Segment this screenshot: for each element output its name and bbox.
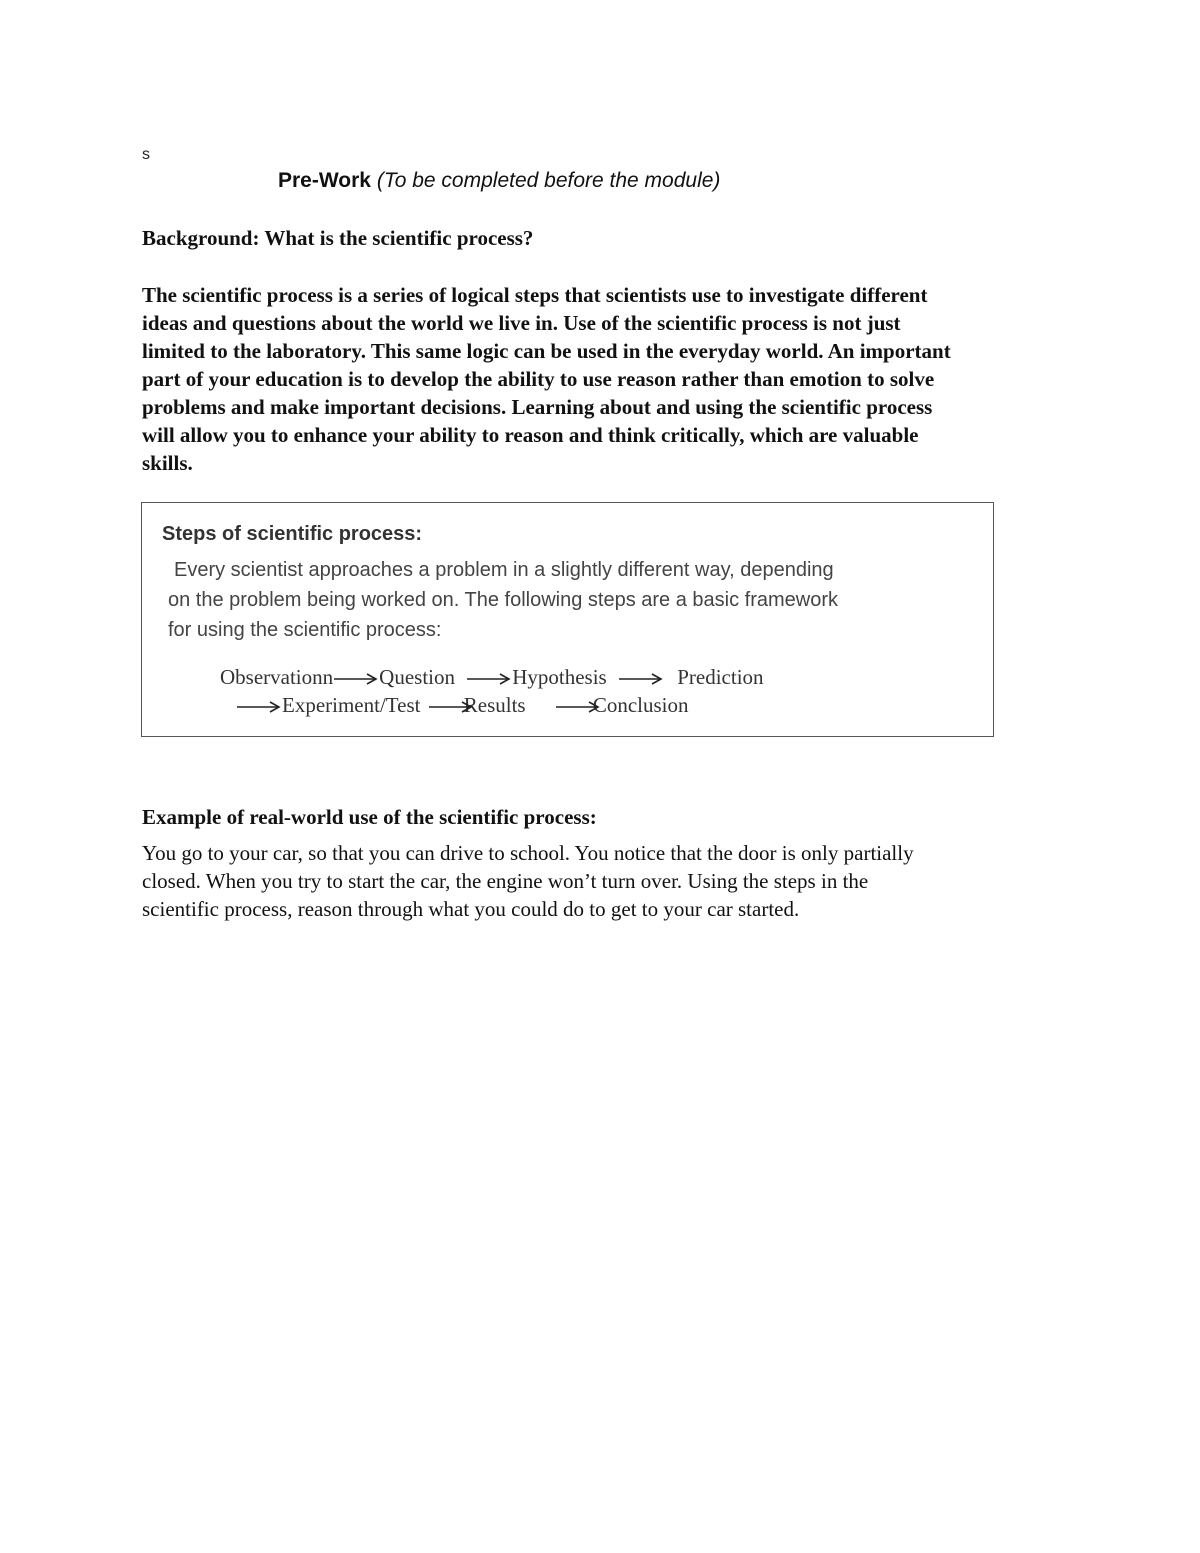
paragraph-line: You go to your car, so that you can drive to school. You notice that the door is only partially: [142, 841, 914, 865]
flow-step-hypothesis: Hypothesis: [512, 665, 607, 689]
paragraph-line: will allow you to enhance your ability to reason and think critically, which are valuable: [142, 423, 919, 447]
prework-title-line: [278, 169, 720, 193]
steps-line: Every scientist approaches a problem in a slightly different way, depending: [174, 559, 834, 581]
steps-box: [141, 502, 994, 737]
arrow-icon: [618, 671, 664, 687]
flow-step-question: Question: [379, 665, 455, 689]
arrow-icon: [333, 671, 379, 687]
example-heading: Example of real-world use of the scientific process:: [142, 805, 597, 829]
paragraph-line: scientific process, reason through what you could do to get to your car started.: [142, 897, 800, 921]
flow-row-1: [220, 665, 764, 690]
flow-step-results: Results: [463, 693, 526, 717]
flow-step-experiment: Experiment/Test: [282, 693, 421, 717]
example-paragraph: [142, 839, 1052, 923]
flow-step-observation: Observationn: [220, 665, 334, 689]
paragraph-line: ideas and questions about the world we live in. Use of the scientific process is not just: [142, 311, 901, 335]
steps-description: [168, 555, 968, 645]
paragraph-line: The scientific process is a series of logical steps that scientists use to investigate different: [142, 283, 928, 307]
prework-subtitle: (To be completed before the module): [376, 169, 721, 192]
flow-row-2: [236, 693, 689, 718]
paragraph-line: limited to the laboratory. This same logic can be used in the everyday world. An important: [142, 339, 951, 363]
flow-step-prediction: Prediction: [677, 665, 764, 689]
arrow-icon: [466, 671, 512, 687]
flow-step-conclusion: Conclusion: [592, 693, 689, 717]
arrow-icon: [236, 699, 282, 715]
steps-title: Steps of scientific process:: [162, 523, 423, 545]
background-paragraph: [142, 281, 1052, 477]
steps-line: for using the scientific process:: [168, 619, 442, 641]
arrow-icon: [555, 699, 601, 715]
paragraph-line: part of your education is to develop the ability to use reason rather than emotion to solve: [142, 367, 935, 391]
paragraph-line: problems and make important decisions. Learning about and using the scientific process: [142, 395, 933, 419]
paragraph-line: closed. When you try to start the car, the engine won’t turn over. Using the steps in the: [142, 869, 869, 893]
paragraph-line: skills.: [142, 451, 193, 475]
stray-mark: s: [142, 146, 150, 163]
arrow-icon: [428, 699, 474, 715]
prework-title: Pre-Work: [278, 169, 371, 192]
background-heading: Background: What is the scientific process?: [142, 226, 534, 250]
steps-line: on the problem being worked on. The following steps are a basic framework: [168, 589, 838, 611]
